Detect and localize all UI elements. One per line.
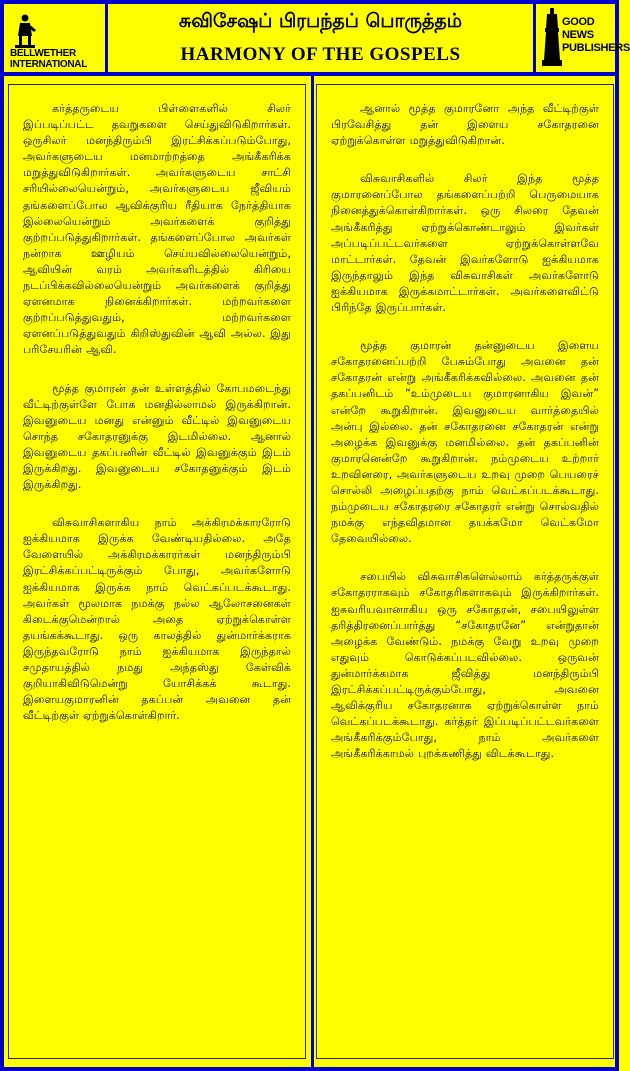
right-paragraph-4: சபையில் விசுவாசிகளெல்லாம் கர்த்தருக்குள் சகோதரராகவும் சகோதரிகளாகவும் இருக்கிறார்கள். ஐசுவரியவானாகிய ஒரு சகோதரன், சபையிலுள்ள தரித்திரனைப்பார்த்து “சகோதரனே” என்றுதான் அழைக்க வேண்டும். நமக்கு வேறு உறவு முறை எதுவும் கொடுக்கப்படவில்லை. ஒருவன் துன்மார்க்கமாக ஜீவித்து மனந்திரும்பி இரட்சிக்கப்பட்டிருக்கும்போது, அவனை ஆவிக்குரிய சகோதரனாக ஏற்றுக்கொள்ள நாம் வெட்கப்படக்கூடாது. கர்த்தர் இப்படிப்பட்டவர்களை அங்கீகரிக்கும்போது, நாம் அவர்களை அங்கீகரிக்காமல் புறக்கணித்து விடக்கூடாது. (331, 570, 599, 761)
good-news-logo-text: GOOD NEWS PUBLISHERS (562, 16, 630, 54)
right-paragraph-1: ஆனால் மூத்த குமாரனோ அந்த வீட்டிற்குள் பிரவேசித்து தன் இளைய சகோதரனை ஏற்றுக்கொள்ள மறுத்துவிடுகிறான். (331, 102, 599, 148)
right-column-text (331, 101, 599, 1050)
left-column (8, 84, 306, 1059)
title-area (108, 4, 533, 72)
left-paragraph-2: மூத்த குமாரன் தன் உள்ளத்தில் கோபமடைந்து வீட்டிற்குள்ளே போக மனதில்லாமல் இருக்கிறான். இவனுடைய மனது என்னும் வீட்டில் இவனுடைய சொந்த சகோதரனுக்கு இடமில்லை. ஆனால் இவனுடைய தகப்பனின் வீட்டில் இவனுக்கும் இடம் இருக்கிறது. இவனுடைய சகோதனுக்கும் இடம் இருக்கிறது. (23, 381, 291, 492)
bellwether-logo (4, 4, 108, 72)
right-column (316, 84, 614, 1059)
right-paragraph-3: மூத்த குமாரன் தன்னுடைய இளைய சகோதரனைப்பற்றி பேசும்போது அவனை தன் சகோதரன் என்று அங்கீகரிக்கவில்லை. அவனை தன் தகப்பனிடம் “உம்முடைய குமாரனாகிய இவன்” என்றே கூறுகிறான். இவனுடைய வார்த்தையில் அன்பு இல்லை. தன் சகோதரனை சகோதரன் என்று அழைக்க இவனுக்கு மனமில்லை. தன் தகப்பனின் குமாரனென்றே கூறுகிறான். நம்முடைய உற்றார் உறவினரை, அவர்களுடைய உறவு முறை பெயரைச் சொல்லி அழைப்பதற்கு நாம் வெட்கப்படக்கூடாது. நம்முடைய சகோதரரை சகோதரர் என்று சொல்வதில் நமக்கு எந்தவிதமான தயக்கமோ வெட்கமோ தேவையில்லை. (331, 339, 599, 546)
left-paragraph-3: விசுவாசிகளாகிய நாம் அக்கிரமக்காரரோடு ஐக்கியமாக இருக்க வேண்டியதில்லை. அதே வேளையில் அக்கிரமக்காரர்கள் மனந்திரும்பி இரட்சிக்கப்பட்டிருக்கும் போது, அவர்களோடு ஐக்கியமாக இருக்க நாம் வெட்கப்படக்கூடாது. அவர்கள் மூலமாக நமக்கு நல்ல ஆலோசனைகள் கிடைக்குமென்றால் அதை ஏற்றுக்கொள்ள தயங்கக்கூடாது. ஒரு காலத்தில் துன்மார்க்கராக இருந்தவரோடு நாம் ஐக்கியமாக இருந்தால் சமுதாயத்தில் நமது அந்தஸ்து கேள்விக் குறியாகிவிடுமென்று யோசிக்கக் கூடாது. இளையகுமாரனின் தகப்பன் அவனை தன் வீட்டிற்குள் ஏற்றுக்கொள்கிறார். (23, 516, 291, 723)
page-title-english: HARMONY OF THE GOSPELS (180, 44, 461, 65)
bellwether-figure-icon (12, 14, 38, 48)
header (4, 4, 630, 76)
right-paragraph-2: விசுவாசிகளில் சிலர் இந்த மூத்த குமாரனைப்போல தங்களைப்பற்றி பெருமையாக நினைத்துக்கொள்கிறார்கள். ஒரு சிலரை தேவன் அங்கீகரித்து ஏற்றுக்கொண்டாலும் இவர்கள் அப்படிப்பட்டவர்களை ஏற்றுக்கொள்ளவே மாட்டார்கள். தேவன் இவர்களோடு ஐக்கியமாக இருந்தாலும் இந்த விசுவாசிகள் அவர்களோடு ஐக்கியமாக இருக்கமாட்டார்கள். அவர்களைவிட்டு பிரிந்தே இருப்பார்கள். (331, 172, 599, 315)
tower-icon (542, 8, 562, 68)
bellwether-logo-text: BELLWETHER INTERNATIONAL (10, 48, 88, 70)
good-news-logo (533, 4, 630, 72)
page-title-tamil: சுவிசேஷப் பிரபந்தப் பொருத்தம் (178, 10, 463, 32)
left-column-text (23, 101, 291, 1050)
column-divider (311, 76, 314, 1067)
left-paragraph-1: கர்த்தருடைய பிள்ளைகளில் சிலர் இப்படிப்பட்ட தவறுகளை செய்துவிடுகிறார்கள். ஒருசிலர் மனந்திரும்பி இரட்சிக்கப்படும்போது, அவர்களுடைய மனமாற்றத்தை அங்கீகரிக்க மறுத்துவிடுகிறார்கள். அவர்களுடைய சாட்சி சரியில்லையென்றும், அவர்களுடைய ஜீவியம் தங்களைப்போல ஆவிக்குரிய ரீதியாக நேர்த்தியாக இல்லையென்றும் அவர்களைக் குறித்து குற்றப்படுத்துகிறார்கள். தங்களைப்போல அவர்கள் நன்றாக ஊழியம் செய்யவில்லையென்றும், ஆவியின் வரம் அவர்களிடத்தில் கிரியை நடப்பிக்கவில்லையென்றும் அவர்களைக் குறித்து ஏளனமாக நினைக்கிறார்கள். மற்றவர்களை குற்றப்படுத்துவதும், மற்றவர்களை ஏளனப்படுத்துவதும் கிறிஸ்துவின் ஆவி அல்ல. இது பரிசேயரின் ஆவி. (23, 102, 291, 357)
